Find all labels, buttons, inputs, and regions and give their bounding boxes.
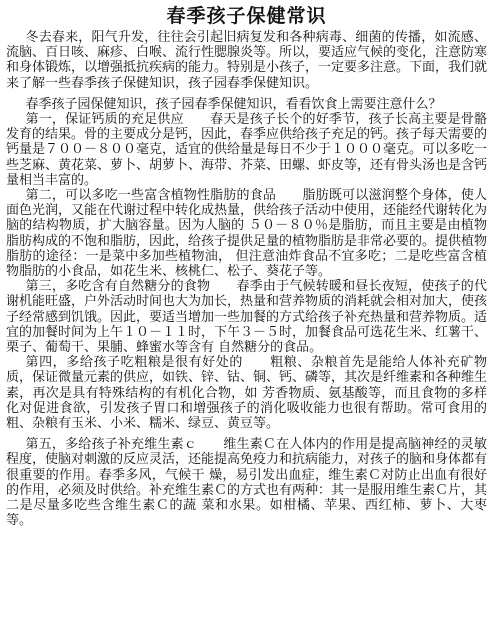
section-calcium: 第一，保证钙质的充足供应 春天是孩子长个的好季节，孩子长高主要是骨骼发育的结果。骨的主要成分是钙，因此，春季应供给孩子充足的钙。孩子每天需要的钙量是７００－８００毫克，适宜的供给量是每日不少于１０００毫克。可以多吃一些芝麻、黄花菜、萝卜、胡萝卜、海带、芥菜、田螺、虾皮等，还有骨头汤也是含钙量相当丰富的。: [6, 112, 488, 188]
page-title: 春季孩子保健常识: [166, 5, 327, 27]
section-plant-fat: 第二，可以多吃一些富含植物性脂肪的食品 脂肪既可以滋润整个身体，使人面色光润，又能在代谢过程中转化成热量，供给孩子活动中使用，还能经代谢转化为脑的结构物质，扩大脑容量。因为人脑的 ５０－８０％是脂肪，而且主要是由植物脂肪构成的不饱和脂肪，因此，给孩子提供足量的植物脂肪是非常必要的。提供植物脂肪的途径：一是菜中多加些植物油， 但注意油炸食品不宜多吃；二是吃些富含植物脂肪的小食品，如花生米、核桃仁、松子、葵花子等。: [6, 188, 488, 280]
question-paragraph: 春季孩子园保健知识，孩子园春季保健知识，看看饮食上需要注意什么？: [25, 96, 442, 112]
section-coarse-grains: 第四，多给孩子吃粗粮是很有好处的 粗粮、杂粮首先是能给人体补充矿物质，保证微量元素的供应，如铁、锌、钴、铜、钙、磷等，其次是纤维素和各种维生素，再次是具有特殊结构的有机化合物，如 芳香物质、氨基酸等，而且食物的多样化对促进食欲，引发孩子胃口和增强孩子的消化吸收能力也很有帮助。常可食用的粗、杂粮有玉米、小米、糯米、绿豆、黄豆等。: [6, 355, 488, 432]
intro-paragraph: 冬去春来，阳气升发，往往会引起旧病复发和各种病毒、细菌的传播，如流感、流脑、百日咳、麻疹、白喉、流行性腮腺炎等。所以，要适应气候的变化，注意防寒和身体锻炼，以增强抵抗疾病的能力。特别是小孩子，一定要多注意。下面，我们就来了解一些春季孩子保健知识，孩子园春季保健知识。: [6, 30, 488, 91]
section-vitamin-c: 第五，多给孩子补充维生素ｃ 维生素Ｃ在人体内的作用是提高脑神经的灵敏程度，使脑对刺激的反应灵活，还能提高免疫力和抗病能力，对孩子的脑和身体都有很重要的作用。春季多风，气候干 燥，易引发出血症，维生素Ｃ对防止出血有很好的作用，必须及时供给。补充维生素Ｃ的方式也有两种：其一是服用维生素Ｃ片，其二是尽量多吃些含维生素Ｃ的蔬 菜和水果。如柑橘、苹果、西红柿、萝卜、大枣等。: [6, 437, 488, 529]
section-natural-sugar: 第三，多吃含有自然糖分的食物 春季由于气候转暖和昼长夜短，使孩子的代谢机能旺盛，户外活动时间也大为加长，热量和营养物质的消耗就会相对加大，使孩子经常感到饥饿。因此，要适当增加一些加餐的方式给孩子补充热量和营养物质。适宜的加餐时间为上午１０－１１时，下午３－５时，加餐食品可选花生米、红薯干、栗子、葡萄干、果脯、蜂蜜水等含有 自然糖分的食品。: [6, 279, 488, 356]
